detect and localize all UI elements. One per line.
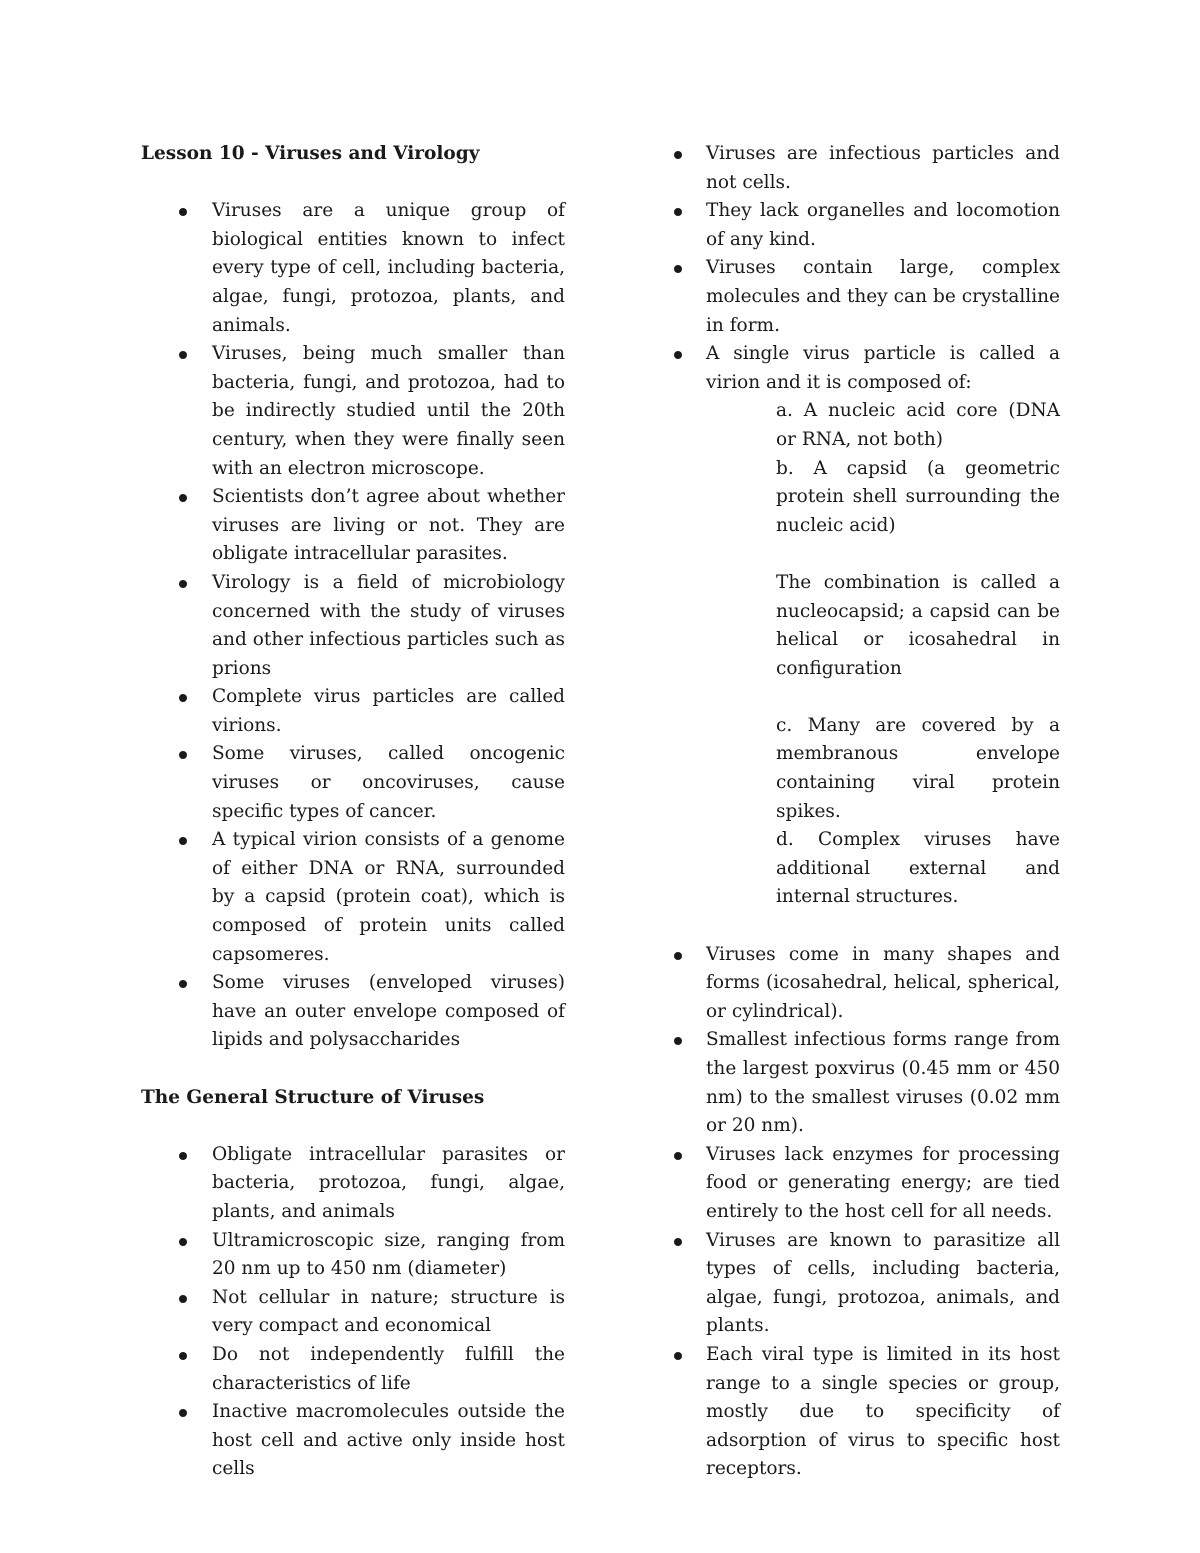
bullet-icon xyxy=(179,351,187,359)
list-item: Viruses come in many shapes and forms (icosahedral, helical, spherical, or cylindrical). xyxy=(670,941,1060,1027)
virus-facts-list xyxy=(670,941,1060,1484)
bullet-icon xyxy=(179,1238,187,1246)
bullet-icon xyxy=(674,1152,682,1160)
spacer xyxy=(670,912,1060,941)
bullet-icon xyxy=(179,837,187,845)
bullet-icon xyxy=(179,1352,187,1360)
list-item: Virology is a field of microbiology concerned with the study of viruses and other infectious particles such as prions xyxy=(141,569,565,683)
lesson-title: Lesson 10 - Viruses and Virology xyxy=(141,143,480,164)
list-item: A single virus particle is called a virion and it is composed of: xyxy=(670,340,1060,397)
list-item: Smallest infectious forms range from the largest poxvirus (0.45 mm or 450 nm) to the smallest viruses (0.02 mm or 20 nm). xyxy=(670,1026,1060,1140)
list-item: Viruses are known to parasitize all types of cells, including bacteria, algae, fungi, protozoa, animals, and plants. xyxy=(670,1227,1060,1341)
bullet-icon xyxy=(674,1352,682,1360)
spacer xyxy=(670,540,1060,569)
bullet-icon xyxy=(179,1295,187,1303)
list-item: A typical virion consists of a genome of either DNA or RNA, surrounded by a capsid (protein coat), which is composed of protein units called capsomeres. xyxy=(141,826,565,969)
list-item: Do not independently fulfill the characteristics of life xyxy=(141,1341,565,1398)
list-item: Viruses are infectious particles and not cells. xyxy=(670,140,1060,197)
bullet-icon xyxy=(674,265,682,273)
list-item: Scientists don’t agree about whether viruses are living or not. They are obligate intracellular parasites. xyxy=(141,483,565,569)
bullet-icon xyxy=(674,208,682,216)
list-item: Viruses contain large, complex molecules and they can be crystalline in form. xyxy=(670,254,1060,340)
list-item: Obligate intracellular parasites or bacteria, protozoa, fungi, algae, plants, and animals xyxy=(141,1141,565,1227)
list-item: Inactive macromolecules outside the host cell and active only inside host cells xyxy=(141,1398,565,1484)
nucleocapsid-note: The combination is called a nucleocapsid; a capsid can be helical or icosahedral in configuration xyxy=(776,571,1060,679)
spacer xyxy=(141,1055,565,1084)
bullet-icon xyxy=(674,952,682,960)
bullet-icon xyxy=(179,494,187,502)
virus-properties-list xyxy=(670,140,1060,397)
bullet-icon xyxy=(179,980,187,988)
bullet-icon xyxy=(674,1037,682,1045)
list-item: Some viruses, called oncogenic viruses or oncoviruses, cause specific types of cancer. xyxy=(141,740,565,826)
list-item: Some viruses (enveloped viruses) have an outer envelope composed of lipids and polysaccharides xyxy=(141,969,565,1055)
bullet-icon xyxy=(179,1152,187,1160)
sub-item-b: b. A capsid (a geometric protein shell surrounding the nucleic acid) xyxy=(776,457,1060,536)
bullet-icon xyxy=(179,1409,187,1417)
intro-list xyxy=(141,197,565,1055)
list-item: Ultramicroscopic size, ranging from 20 nm up to 450 nm (diameter) xyxy=(141,1227,565,1284)
sub-item-c: c. Many are covered by a membranous envelope containing viral protein spikes. xyxy=(776,714,1060,822)
list-item: Each viral type is limited in its host range to a single species or group, mostly due to specificity of adsorption of virus to specific host receptors. xyxy=(670,1341,1060,1484)
list-item: They lack organelles and locomotion of any kind. xyxy=(670,197,1060,254)
bullet-icon xyxy=(179,751,187,759)
list-item: Not cellular in nature; structure is very compact and economical xyxy=(141,1284,565,1341)
sub-item-d: d. Complex viruses have additional external and internal structures. xyxy=(776,829,1060,908)
list-item: Complete virus particles are called virions. xyxy=(141,683,565,740)
bullet-icon xyxy=(674,151,682,159)
spacer xyxy=(670,683,1060,712)
structure-list xyxy=(141,1141,565,1484)
bullet-icon xyxy=(674,351,682,359)
list-item: Viruses are a unique group of biological entities known to infect every type of cell, including bacteria, algae, fungi, protozoa, plants, and animals. xyxy=(141,197,565,340)
sub-item-a: a. A nucleic acid core (DNA or RNA, not both) xyxy=(776,400,1060,450)
list-item: Viruses lack enzymes for processing food or generating energy; are tied entirely to the host cell for all needs. xyxy=(670,1141,1060,1227)
section-heading: The General Structure of Viruses xyxy=(141,1086,485,1108)
list-item: Viruses, being much smaller than bacteria, fungi, and protozoa, had to be indirectly studied until the 20th century, when they were finally seen with an electron microscope. xyxy=(141,340,565,483)
left-column xyxy=(141,140,565,1484)
bullet-icon xyxy=(674,1238,682,1246)
bullet-icon xyxy=(179,694,187,702)
right-column xyxy=(670,140,1060,1484)
bullet-icon xyxy=(179,208,187,216)
bullet-icon xyxy=(179,580,187,588)
